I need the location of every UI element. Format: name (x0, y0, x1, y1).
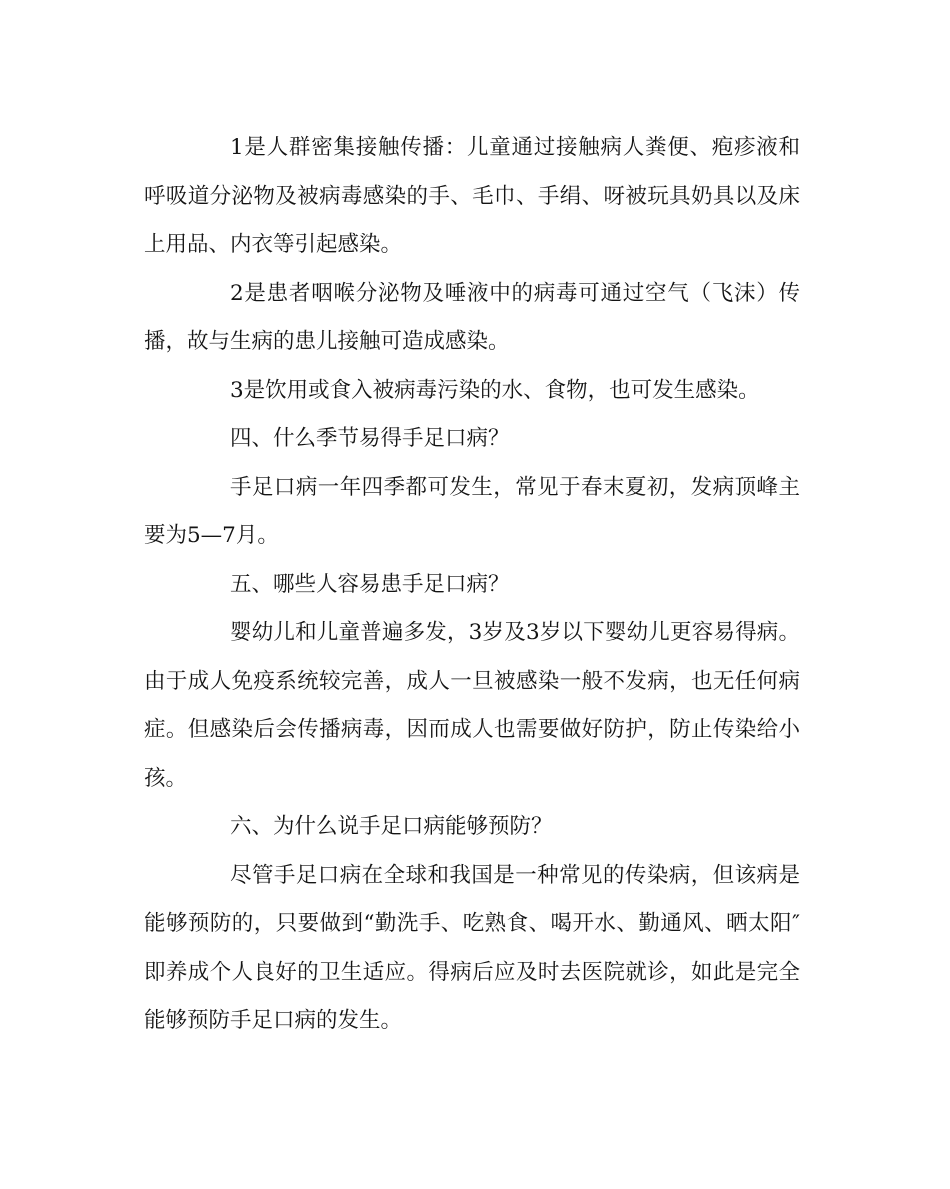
paragraph-transmission-contact: 1是人群密集接触传播：儿童通过接触病人粪便、疱疹液和呼吸道分泌物及被病毒感染的手、毛巾、手绢、呀被玩具奶具以及床上用品、内衣等引起感染。 (144, 135, 800, 257)
section-heading-susceptible: 五、哪些人容易患手足口病？ (230, 571, 510, 597)
paragraph-susceptible: 婴幼儿和儿童普遍多发，3岁及3岁以下婴幼儿更容易得病。由于成人免疫系统较完善，成人一旦被感染一般不发病，也无任何病症。但感染后会传播病毒，因而成人也需要做好防护，防止传染给小孩。 (144, 620, 800, 791)
section-heading-prevention: 六、为什么说手足口病能够预防？ (230, 814, 553, 839)
section-heading-season: 四、什么季节易得手足口病？ (230, 426, 510, 451)
paragraph-transmission-food: 3是饮用或食入被病毒污染的水、食物，也可发生感染。 (230, 377, 760, 403)
document-body (144, 124, 800, 1046)
paragraph-transmission-airborne: 2是患者咽喉分泌物及唾液中的病毒可通过空气（飞沫）传播，故与生病的患儿接触可造成感染。 (144, 280, 800, 354)
paragraph-prevention: 尽管手足口病在全球和我国是一种常见的传染病，但该病是能够预防的，只要做到“勤洗手、吃熟食、喝开水、勤通风、晒太阳″即养成个人良好的卫生适应。得病后应及时去医院就诊，如此是完全能够预防手足口病的发生。 (144, 862, 800, 1033)
paragraph-season: 手足口病一年四季都可发生，常见于春末夏初，发病顶峰主要为5—7月。 (144, 474, 800, 548)
